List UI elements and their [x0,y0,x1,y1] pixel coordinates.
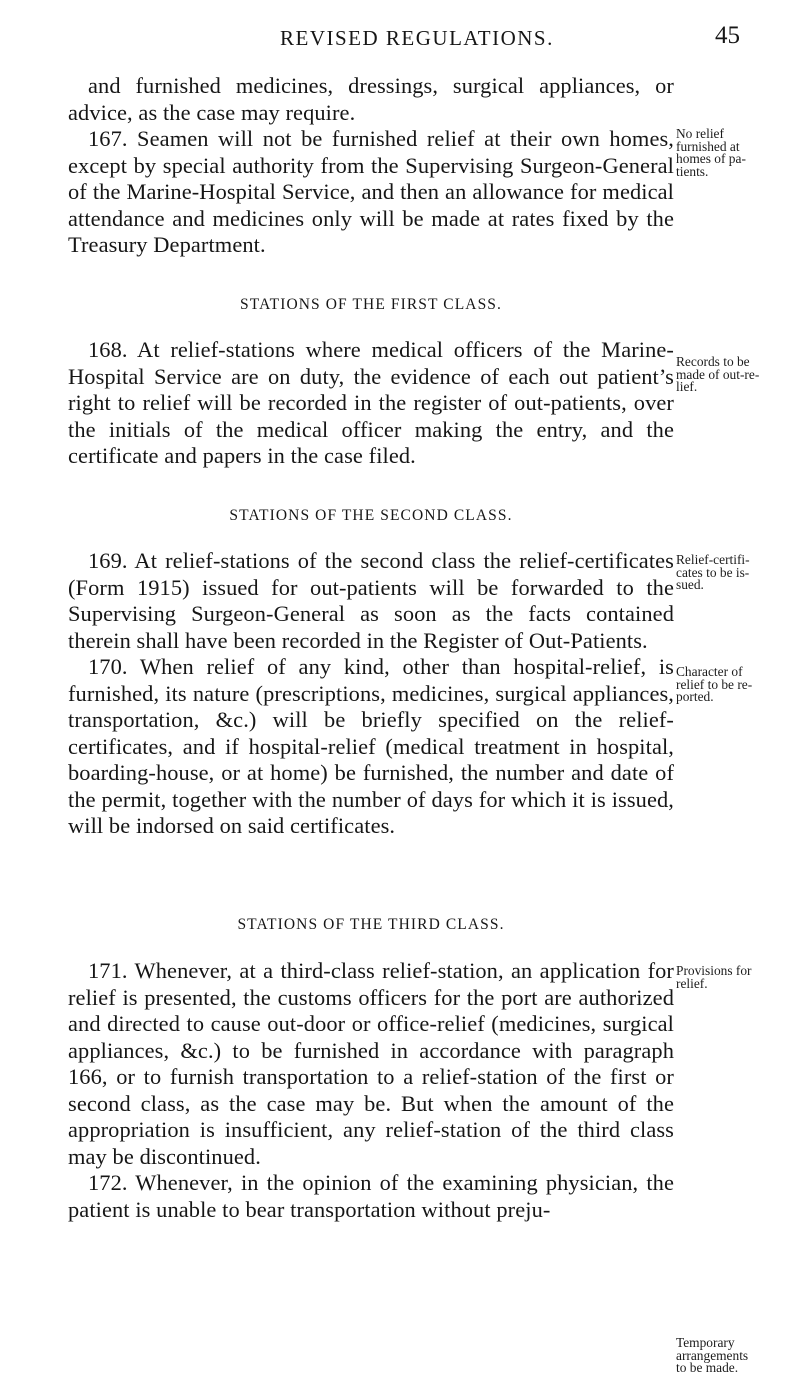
margin-note-167: No relief furnished at homes of pa- tients. [676,126,746,179]
text-block-4 [68,958,674,1223]
paragraph-169: 169. At relief-stations of the second class the relief-certificates (Form 1915) issued for out-patients will be forwarded to the Supervising Surgeon-General as soon as the facts contained therein shall have been recorded in the Register of Out-Patients. [68,548,674,653]
margin-note-172: Temporary arrangements to be made. [676,1335,749,1375]
paragraph-continued: and furnished medicines, dressings, surgical appliances, or advice, as the case may require. [68,73,674,125]
section-heading-third-class: STATIONS OF THE THIRD CLASS. [237,916,505,933]
paragraph-168: 168. At relief-stations where medical officers of the Marine-Hospital Service are on duty, the evidence of each out patient’s right to relief will be recorded in the register of out-patients, over the initials of the medical officer making the entry, and the certificate and papers in the case filed. [68,337,674,468]
running-title: REVISED REGULATIONS. [280,26,554,50]
paragraph-171: 171. Whenever, at a third-class relief-station, an application for relief is presented, the customs officers for the port are authorized and directed to cause out-door or office-relief (medicines, surgical appliances, &c.) to be furnished in accordance with paragraph 166, or to furnish transportation to a relief-station of the first or second class, as the case may be. But when the amount of the appropriation is insufficient, any relief-station of the third class may be discontinued. [68,958,674,1169]
paragraph-170: 170. When relief of any kind, other than hospital-relief, is furnished, its nature (prescriptions, medicines, surgical appliances, transportation, &c.) will be briefly specified on the relief-certificates, and if hospital-relief (medical treatment in hospital, boarding-house, or at home) be furnished, the number and date of the permit, together with the number of days for which it is issued, will be indorsed on said certificates. [68,654,674,838]
text-block-2 [68,337,674,470]
text-block-1 [68,73,674,259]
paragraph-167: 167. Seamen will not be furnished relief at their own homes, except by special authority from the Supervising Surgeon-General of the Marine-Hospital Service, and then an allowance for medical attendance and medicines only will be made at rates fixed by the Treasury Department. [68,126,674,257]
paragraph-172: 172. Whenever, in the opinion of the examining physician, the patient is unable to bear transportation without preju- [68,1170,674,1222]
page-number: 45 [715,22,740,49]
section-heading-second-class: STATIONS OF THE SECOND CLASS. [229,507,513,524]
margin-note-170: Character of relief to be re- ported. [676,664,753,704]
margin-note-168: Records to be made of out-re- lief. [676,354,760,394]
text-block-3 [68,548,674,840]
running-header [280,22,740,54]
section-heading-first-class: STATIONS OF THE FIRST CLASS. [240,296,502,313]
margin-note-169: Relief-certifi- cates to be is- sued. [676,552,750,592]
margin-note-171: Provisions for relief. [676,963,752,991]
